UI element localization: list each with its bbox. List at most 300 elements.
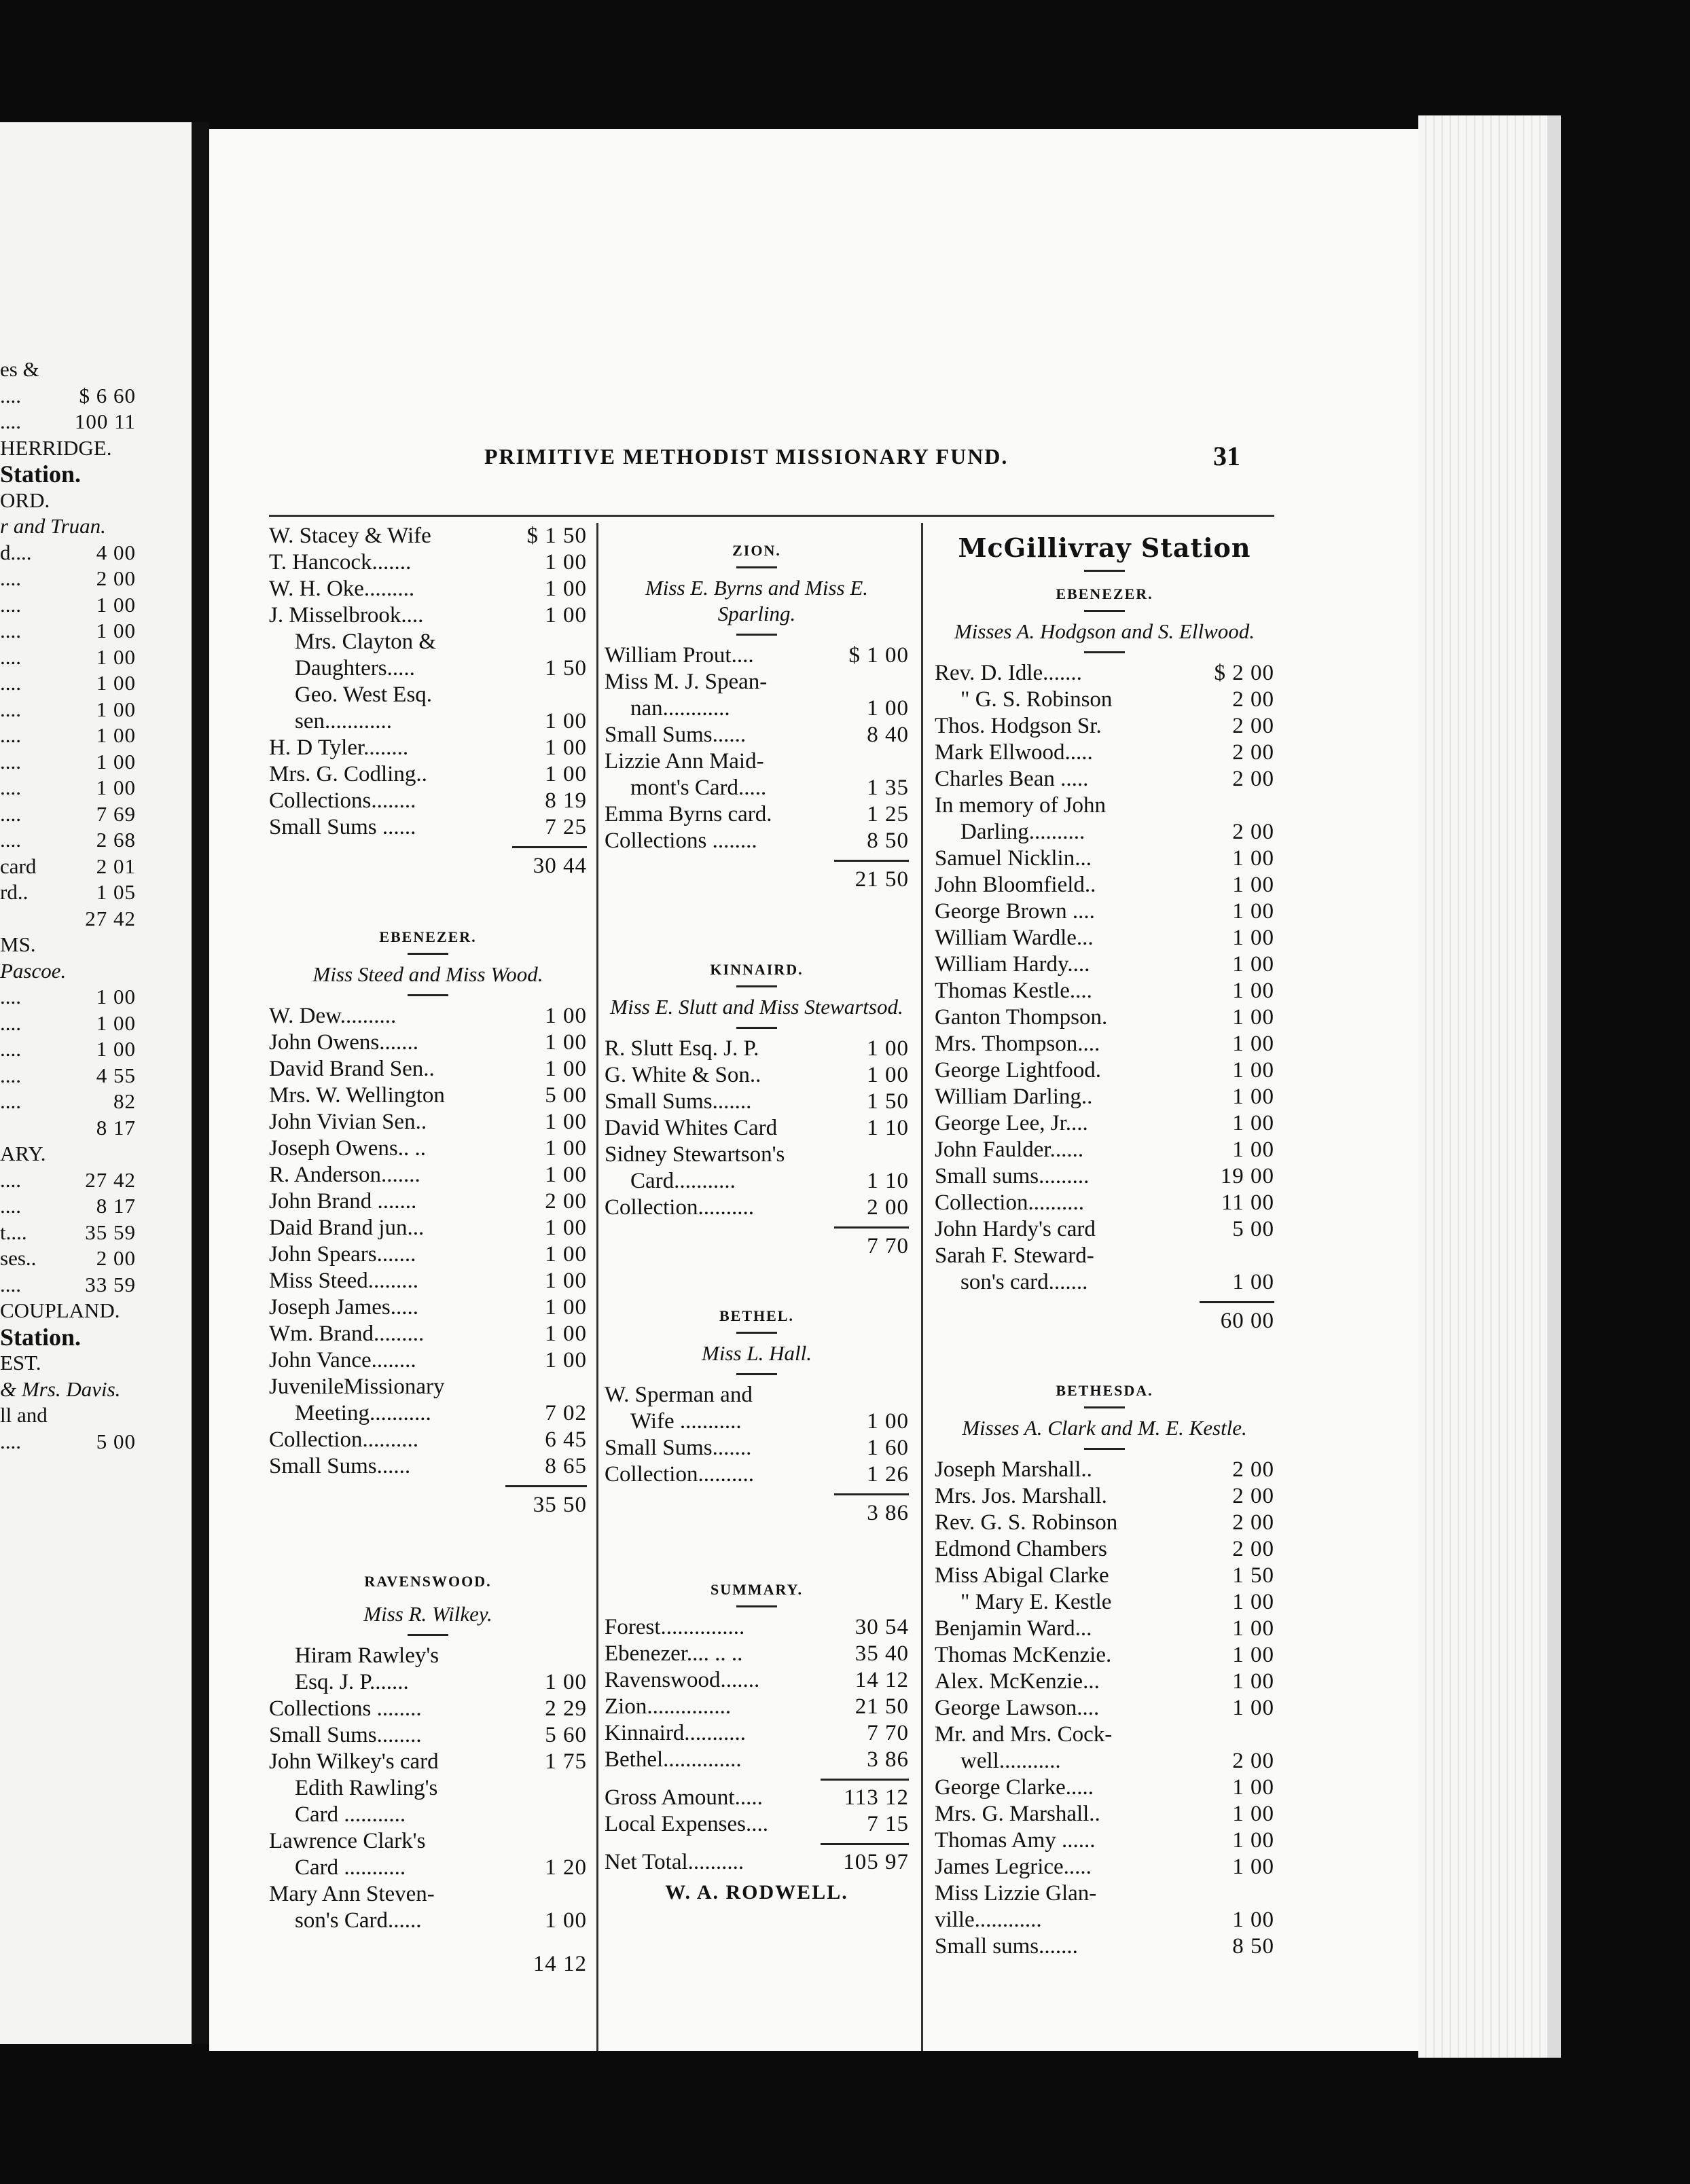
row-name: Wm. Brand.........: [269, 1322, 425, 1346]
ledger-row: [935, 740, 1274, 766]
section-collectors: Misses A. Hodgson and S. Ellwood.: [954, 619, 1255, 643]
row-amount: 8 65: [545, 1454, 587, 1478]
row-name: Collection..........: [935, 1190, 1084, 1215]
ledger-row: [269, 1294, 587, 1321]
ledger-row: [605, 1461, 909, 1488]
ledger-row: [605, 1115, 909, 1142]
signature: W. A. RODWELL.: [665, 1881, 848, 1904]
row-name: Lizzie Ann Maid-: [605, 749, 764, 774]
line-text: ....: [0, 749, 21, 774]
line-text: Station.: [0, 461, 82, 488]
row-name: G. White & Son..: [605, 1063, 761, 1087]
line-amount: 1 00: [96, 776, 136, 799]
row-name: Lawrence Clark's: [269, 1829, 426, 1853]
line-amount: 27 42: [85, 1167, 136, 1192]
row-amount: 8 50: [1232, 1934, 1274, 1959]
row-amount: 1 00: [1232, 1828, 1274, 1853]
previous-page-line: [0, 435, 136, 462]
row-name: Thos. Hodgson Sr.: [935, 714, 1102, 738]
previous-page-line: [0, 357, 136, 383]
section-collectors: Misses A. Clark and M. E. Kestle.: [962, 1416, 1247, 1440]
ledger-row: [935, 660, 1274, 687]
ledger-row: [605, 1694, 909, 1720]
line-amount: $ 6 60: [79, 383, 136, 407]
line-amount: 2 68: [96, 828, 136, 852]
row-amount: 1 00: [545, 1242, 587, 1267]
section-collectors: Miss E. Byrns and Miss E. Sparling.: [645, 576, 869, 625]
previous-page-line: [0, 723, 136, 749]
row-name: Small Sums........: [269, 1723, 422, 1747]
row-amount: 5 00: [1232, 1217, 1274, 1241]
ledger-row: [269, 1427, 587, 1453]
row-name: John Hardy's card: [935, 1217, 1096, 1241]
ledger-row: [269, 1828, 587, 1855]
row-amount: 1 00: [545, 1110, 587, 1134]
row-amount: 1 00: [1232, 1643, 1274, 1667]
row-name: Small Sums ......: [269, 815, 416, 839]
row-name: son's Card......: [295, 1908, 422, 1933]
section-dash: [408, 953, 448, 955]
line-text: ll and: [0, 1403, 48, 1427]
line-text: ....: [0, 566, 21, 590]
line-text: ....: [0, 1272, 21, 1296]
ledger-row: [269, 1188, 587, 1215]
row-name: W. H. Oke.........: [269, 577, 415, 601]
row-name: Card ...........: [295, 1802, 406, 1827]
line-text: HERRIDGE.: [0, 435, 112, 460]
row-amount: 5 60: [545, 1723, 587, 1747]
ravenswood-list: [269, 1643, 587, 1934]
sum-rule: [505, 1485, 587, 1487]
row-name: In memory of John: [935, 793, 1107, 818]
row-amount: 35 40: [855, 1641, 909, 1666]
ledger-row: [605, 1667, 909, 1694]
line-text: ses..: [0, 1246, 37, 1270]
row-name: Sidney Stewartson's: [605, 1142, 785, 1167]
ledger-row: [269, 602, 587, 629]
ledger-row: [269, 1802, 587, 1828]
row-name: Joseph James.....: [269, 1295, 418, 1320]
row-name: Mrs. Clayton &: [295, 630, 437, 654]
line-text: t....: [0, 1220, 27, 1244]
column-forest-circuit: [269, 523, 587, 1978]
ebenezer-total: 35 50: [533, 1493, 587, 1517]
line-text: ....: [0, 1089, 21, 1113]
row-amount: 6 45: [545, 1427, 587, 1452]
ledger-row: [935, 978, 1274, 1004]
section-dash: [736, 1373, 777, 1375]
zion-total: 21 50: [855, 867, 909, 892]
line-amount: 1 00: [96, 1037, 136, 1061]
row-amount: 1 10: [867, 1169, 909, 1193]
row-name: George Brown ....: [935, 899, 1095, 924]
ledger-row: [935, 1110, 1274, 1137]
row-name: Bethel..............: [605, 1747, 742, 1772]
ledger-row: [269, 1162, 587, 1188]
sum-rule: [1200, 1301, 1274, 1303]
section-dash: [1084, 570, 1125, 572]
line-text: ORD.: [0, 488, 50, 512]
ledger-row: [935, 793, 1274, 819]
ledger-row: [605, 1168, 909, 1195]
row-name: Miss Steed.........: [269, 1269, 419, 1293]
line-text: Station.: [0, 1324, 82, 1350]
row-name: Small sums.........: [935, 1164, 1090, 1188]
line-amount: 8 17: [96, 1194, 136, 1218]
line-amount: 2 00: [96, 566, 136, 590]
row-name: William Wardle...: [935, 926, 1094, 950]
ledger-row: [935, 1722, 1274, 1748]
ledger-row: [605, 1089, 909, 1115]
previous-page-line: [0, 1063, 136, 1089]
row-amount: 1 60: [867, 1436, 909, 1460]
header-rule: [269, 515, 1274, 517]
zion-list: [605, 642, 909, 854]
ledger-row: [269, 708, 587, 735]
section-dash: [1084, 1448, 1125, 1450]
row-name: Collections........: [269, 788, 416, 813]
ledger-row: [269, 1855, 587, 1881]
row-name: George Lawson....: [935, 1696, 1100, 1720]
row-amount: 1 00: [545, 1670, 587, 1694]
section-collectors: Miss Steed and Miss Wood.: [312, 962, 543, 986]
line-text: ....: [0, 723, 21, 747]
ledger-row: [605, 1641, 909, 1667]
line-text: ....: [0, 1011, 21, 1035]
section-dash: [408, 994, 448, 996]
ledger-row: [269, 1722, 587, 1749]
row-amount: 1 00: [545, 1136, 587, 1161]
ledger-row: [935, 1907, 1274, 1933]
ledger-row: [935, 1933, 1274, 1960]
line-text: ....: [0, 644, 21, 669]
row-amount: 1 00: [1232, 1590, 1274, 1614]
previous-page-line: [0, 409, 136, 435]
line-amount: 7 69: [96, 801, 136, 826]
row-name: W. Stacey & Wife: [269, 524, 431, 548]
ledger-row: [605, 695, 909, 722]
row-amount: 1 00: [1232, 1058, 1274, 1082]
line-text: ....: [0, 1063, 21, 1087]
ledger-row: [935, 1774, 1274, 1801]
line-text: ....: [0, 1429, 21, 1453]
local-expenses-row: [605, 1811, 909, 1838]
row-amount: 1 00: [545, 1057, 587, 1081]
line-amount: 1 00: [96, 985, 136, 1008]
row-name: Kinnaird...........: [605, 1721, 747, 1745]
previous-page-line: [0, 1167, 136, 1194]
ledger-row: [269, 682, 587, 708]
section-dash: [1084, 610, 1125, 612]
line-text: Pascoe.: [0, 958, 67, 983]
line-text: MS.: [0, 932, 36, 956]
previous-page-line: [0, 1036, 136, 1063]
line-text: ....: [0, 697, 21, 721]
row-amount: 21 50: [855, 1694, 909, 1719]
row-amount: 1 00: [545, 762, 587, 786]
ledger-row: [605, 1408, 909, 1435]
previous-page-line: [0, 1220, 136, 1246]
ledger-row: [605, 828, 909, 854]
ledger-row: [605, 1747, 909, 1773]
ledger-row: [269, 1321, 587, 1347]
row-name: John Spears.......: [269, 1242, 416, 1267]
line-amount: 1 00: [96, 592, 136, 617]
row-amount: 1 00: [545, 1030, 587, 1055]
sum-rule: [834, 860, 909, 862]
ledger-row: [605, 801, 909, 828]
row-name: Collections ........: [269, 1696, 422, 1721]
section-collectors: Miss L. Hall.: [702, 1341, 812, 1365]
line-text: ....: [0, 1167, 21, 1192]
previous-page-line: [0, 1245, 136, 1272]
line-text: EST.: [0, 1351, 41, 1375]
line-amount: 1 05: [96, 880, 136, 904]
line-text: rd..: [0, 880, 29, 904]
line-amount: 1 00: [96, 619, 136, 642]
section-title: BETHESDA.: [1056, 1382, 1153, 1399]
row-name: " Mary E. Kestle: [960, 1590, 1112, 1614]
ledger-row: [935, 1669, 1274, 1695]
row-amount: 1 00: [545, 1322, 587, 1346]
row-amount: 1 00: [1232, 1802, 1274, 1826]
ledger-row: [935, 1695, 1274, 1722]
line-text: ....: [0, 801, 21, 826]
row-name: Benjamin Ward...: [935, 1616, 1092, 1641]
ledger-row: [269, 655, 587, 682]
ledger-row: [935, 1801, 1274, 1827]
section-dash: [1084, 651, 1125, 653]
ledger-row: [605, 1382, 909, 1408]
line-text: es &: [0, 357, 39, 381]
row-name: Samuel Nicklin...: [935, 846, 1092, 871]
kinnaird-total: 7 70: [867, 1234, 909, 1258]
line-amount: 82: [113, 1089, 136, 1113]
line-amount: 1 00: [96, 671, 136, 695]
row-name: Meeting...........: [295, 1401, 431, 1425]
previous-page-line: [0, 592, 136, 619]
ledger-row: [269, 1881, 587, 1908]
row-amount: 1 00: [1232, 1696, 1274, 1720]
row-name: mont's Card.....: [630, 776, 767, 800]
row-name: Esq. J. P.......: [295, 1670, 409, 1694]
row-amount: 1 00: [1232, 1908, 1274, 1932]
row-amount: 8 50: [867, 829, 909, 853]
row-amount: 7 70: [867, 1721, 909, 1745]
previous-page-line: [0, 827, 136, 854]
row-amount: 8 19: [545, 788, 587, 813]
ledger-row: [935, 1642, 1274, 1669]
row-name: John Faulder......: [935, 1138, 1084, 1162]
ledger-row: [269, 1268, 587, 1294]
station-title: McGillivray Station: [958, 532, 1251, 563]
ledger-row: [935, 1269, 1274, 1296]
row-amount: 1 00: [867, 1063, 909, 1087]
column-zion-kinnaird-bethel: [605, 523, 909, 1904]
ledger-row: [269, 1135, 587, 1162]
sum-rule: [821, 1779, 909, 1781]
row-amount: 2 00: [1232, 714, 1274, 738]
row-name: Miss Abigal Clarke: [935, 1563, 1109, 1588]
ledger-row: [935, 1854, 1274, 1880]
ledger-row: [269, 1003, 587, 1030]
row-name: Sarah F. Steward-: [935, 1243, 1094, 1268]
row-amount: 1 00: [1232, 1669, 1274, 1694]
line-amount: 4 00: [96, 540, 136, 564]
row-label: Net Total..........: [605, 1850, 744, 1874]
row-name: Mr. and Mrs. Cock-: [935, 1722, 1113, 1747]
row-amount: $ 1 50: [526, 524, 587, 548]
row-amount: 1 00: [867, 1409, 909, 1434]
row-name: Ganton Thompson.: [935, 1005, 1108, 1030]
ledger-row: [269, 1696, 587, 1722]
section-dash: [736, 1332, 777, 1334]
ledger-row: [935, 1457, 1274, 1483]
row-name: Daid Brand jun...: [269, 1216, 425, 1240]
ledger-row: [269, 1082, 587, 1109]
ledger-row: [935, 1216, 1274, 1243]
row-name: W. Sperman and: [605, 1383, 753, 1407]
row-amount: 1 26: [867, 1462, 909, 1487]
row-name: Charles Bean .....: [935, 767, 1089, 791]
row-name: John Brand .......: [269, 1189, 417, 1214]
row-name: JuvenileMissionary: [269, 1375, 445, 1399]
row-amount: 2 00: [867, 1195, 909, 1220]
line-amount: 1 00: [96, 697, 136, 721]
ledger-row: [935, 1057, 1274, 1084]
line-text: & Mrs. Davis.: [0, 1377, 121, 1401]
line-text: ....: [0, 1194, 21, 1218]
line-amount: 1 00: [96, 1011, 136, 1035]
row-amount: 1 00: [545, 1163, 587, 1187]
section-title: EBENEZER.: [1056, 585, 1153, 602]
ledger-row: [269, 1908, 587, 1934]
row-name: Ravenswood.......: [605, 1668, 760, 1692]
row-amount: 30 54: [855, 1615, 909, 1639]
row-amount: 1 00: [1232, 1775, 1274, 1800]
ledger-row: [269, 629, 587, 655]
previous-page-line: [0, 1402, 136, 1429]
row-name: Thomas Amy ......: [935, 1828, 1096, 1853]
previous-page-line: [0, 540, 136, 566]
line-amount: 27 42: [85, 906, 136, 930]
ledger-row: [269, 1775, 587, 1802]
previous-page: [0, 122, 197, 2044]
ledger-row: [935, 1536, 1274, 1563]
row-amount: 1 00: [1232, 873, 1274, 897]
ledger-row: [935, 1243, 1274, 1269]
book-cover-edge: [1547, 115, 1561, 2058]
row-name: Mrs. G. Codling..: [269, 762, 427, 786]
ledger-row: [935, 872, 1274, 898]
line-amount: 2 00: [96, 1246, 136, 1270]
row-name: well...........: [960, 1749, 1061, 1773]
line-text: COUPLAND.: [0, 1298, 120, 1322]
row-name: Thomas Kestle....: [935, 979, 1092, 1003]
row-name: " G. S. Robinson: [960, 687, 1113, 712]
previous-page-line: [0, 618, 136, 644]
row-amount: 1 00: [545, 1269, 587, 1293]
ravenswood-total: 14 12: [533, 1952, 587, 1976]
line-text: ....: [0, 383, 21, 407]
row-amount: 1 00: [1232, 899, 1274, 924]
row-amount: 1 50: [545, 656, 587, 680]
row-name: Collection..........: [605, 1462, 754, 1487]
ledger-row: [605, 1720, 909, 1747]
sum-rule: [821, 1843, 909, 1845]
section-dash: [736, 566, 777, 568]
column-divider: [921, 523, 923, 2051]
line-text: ....: [0, 1037, 21, 1061]
row-name: Rev. G. S. Robinson: [935, 1510, 1118, 1535]
ledger-row: [935, 951, 1274, 978]
section-dash: [736, 1027, 777, 1029]
row-name: John Owens.......: [269, 1030, 418, 1055]
row-amount: 1 00: [545, 550, 587, 575]
ledger-row: [269, 761, 587, 788]
previous-page-line: [0, 775, 136, 801]
previous-page-fragment: [0, 357, 136, 1455]
row-amount: 14 12: [855, 1668, 909, 1692]
ledger-row: [935, 819, 1274, 845]
page-edges: [1418, 115, 1547, 2058]
row-name: Small Sums......: [605, 723, 747, 747]
row-amount: 1 10: [867, 1116, 909, 1140]
row-amount: 1 00: [545, 709, 587, 733]
ledger-row: [605, 669, 909, 695]
ledger-row: [605, 722, 909, 748]
row-name: John Bloomfield..: [935, 873, 1096, 897]
book-gutter: [192, 122, 209, 2044]
ledger-row: [269, 1453, 587, 1480]
ledger-row: [269, 1215, 587, 1241]
row-amount: 1 00: [545, 1295, 587, 1320]
row-name: Rev. D. Idle.......: [935, 661, 1082, 685]
section-dash: [408, 1634, 448, 1636]
row-name: John Wilkey's card: [269, 1749, 439, 1774]
row-name: David Whites Card: [605, 1116, 778, 1140]
row-name: Edmond Chambers: [935, 1537, 1107, 1561]
previous-page-line: [0, 1193, 136, 1220]
row-name: ville............: [935, 1908, 1042, 1932]
ledger-row: [935, 1827, 1274, 1854]
ledger-row: [935, 1483, 1274, 1510]
row-amount: 5 00: [545, 1083, 587, 1108]
ledger-row: [935, 1031, 1274, 1057]
ledger-row: [935, 1137, 1274, 1163]
row-amount: 11 00: [1221, 1190, 1274, 1215]
section-dash: [736, 985, 777, 987]
previous-page-line: [0, 1298, 136, 1324]
ledger-row: [269, 788, 587, 814]
row-amount: 1 00: [545, 1004, 587, 1028]
row-name: Ebenezer.... .. ..: [605, 1641, 743, 1666]
row-amount: 113 12: [844, 1785, 909, 1810]
row-name: T. Hancock.......: [269, 550, 412, 575]
row-amount: $ 1 00: [848, 643, 909, 668]
row-name: Small Sums......: [269, 1454, 411, 1478]
row-amount: 1 00: [1232, 1270, 1274, 1294]
row-amount: 1 50: [867, 1089, 909, 1114]
row-amount: 7 15: [867, 1812, 909, 1836]
ledger-row: [935, 845, 1274, 872]
row-amount: 1 00: [1232, 1005, 1274, 1030]
row-amount: 1 00: [545, 1348, 587, 1372]
row-amount: 3 86: [867, 1747, 909, 1772]
row-name: Mrs. Jos. Marshall.: [935, 1484, 1107, 1508]
row-amount: 2 00: [1232, 687, 1274, 712]
row-name: Miss Lizzie Glan-: [935, 1881, 1097, 1906]
